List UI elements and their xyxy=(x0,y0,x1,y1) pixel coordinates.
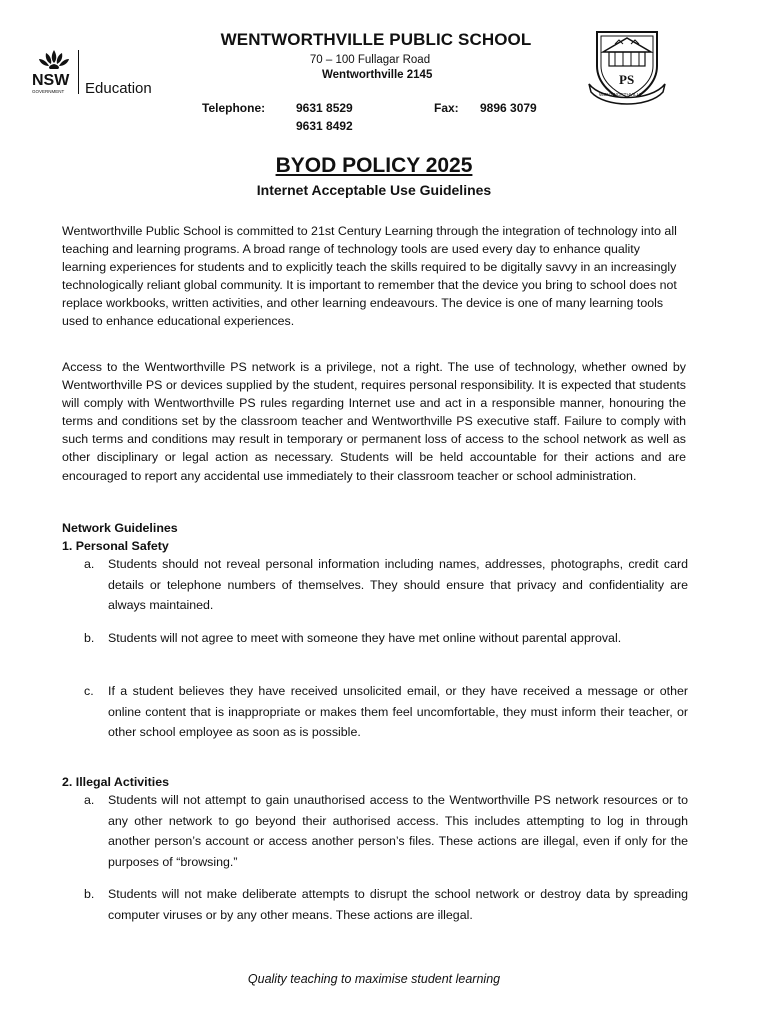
list-item-text: Students should not reveal personal information including names, addresses, photographs, credit card details or telephone numbers of themselves. They should ensure that privacy and confidentiality are always maintained. xyxy=(108,557,688,612)
list-marker: a. xyxy=(84,557,95,571)
nsw-government-text: GOVERNMENT xyxy=(32,89,65,94)
fax-label: Fax: xyxy=(434,101,459,115)
list-marker: c. xyxy=(84,684,94,698)
list-item-text: If a student believes they have received unsolicited email, or they have received a message or other online content that is inappropriate or makes them feel uncomfortable, they must inform their teacher, or other school employee as soon as is possible. xyxy=(108,684,688,739)
telephone-number-1: 9631 8529 xyxy=(296,101,353,115)
illegal-activities-heading: 2. Illegal Activities xyxy=(62,775,169,789)
telephone-number-2: 9631 8492 xyxy=(296,119,353,133)
list-item-text: Students will not agree to meet with someone they have met online without parental approval. xyxy=(108,631,622,645)
network-guidelines-heading: Network Guidelines xyxy=(62,521,178,535)
crest-motto: WENTWORTHVILLE xyxy=(599,92,643,97)
education-wordmark: Education xyxy=(85,80,152,97)
list-item xyxy=(84,628,688,649)
telephone-label: Telephone: xyxy=(202,101,266,115)
school-name: WENTWORTHVILLE PUBLIC SCHOOL xyxy=(220,30,532,49)
intro-paragraph: Wentworthville Public School is committed to 21st Century Learning through the integration of technology into all teaching and learning programs. A broad range of technology tools are used every day to enhance quality learning experiences for students and to explicitly teach the skills required to be digitally savvy in an increasingly technologically reliant global community. It is important to remember that the device you bring to school does not replace workbooks, written activities, and other learning endeavours. The device is one of many learning tools used to enhance educational experiences. xyxy=(62,224,677,329)
nsw-wordmark: NSW xyxy=(32,72,70,89)
list-item xyxy=(84,681,688,743)
school-crest xyxy=(585,22,669,108)
list-marker: a. xyxy=(84,793,95,807)
list-item xyxy=(84,790,688,872)
list-item xyxy=(84,554,688,616)
crest-icon xyxy=(585,22,669,108)
address-suburb: Wentworthville 2145 xyxy=(322,69,433,81)
list-item-text: Students will not make deliberate attempts to disrupt the school network or destroy data by spreading computer viruses or by any other means. These actions are illegal. xyxy=(108,887,688,922)
address-street: 70 – 100 Fullagar Road xyxy=(309,54,431,66)
personal-safety-heading: 1. Personal Safety xyxy=(62,539,169,553)
page-subtitle: Internet Acceptable Use Guidelines xyxy=(256,182,492,198)
list-item xyxy=(84,884,688,925)
list-marker: b. xyxy=(84,631,95,645)
access-paragraph: Access to the Wentworthville PS network is a privilege, not a right. The use of technology, whether owned by Wentworthville PS or devices supplied by the student, requires personal responsibility. It is expected that students will comply with Wentworthville PS rules regarding Internet use and act in a responsible manner, honouring the terms and conditions set by the classroom teacher and Wentworthville PS executive staff. Failure to comply with such terms and conditions may result in temporary or permanent loss of access to the school network as well as other disciplinary or legal action as necessary. Students will be held accountable for their actions and are encouraged to report any accidental use immediately to their classroom teacher or school administration. xyxy=(62,360,686,483)
fax-number: 9896 3079 xyxy=(480,101,537,115)
list-item-text: Students will not attempt to gain unauthorised access to the Wentworthville PS network resources or to any other network to go beyond their authorised access. This includes attempting to log in through another person’s account or access another person’s files. These actions are illegal, even if only for the purposes of “browsing.” xyxy=(108,793,688,869)
crest-initials: PS xyxy=(619,72,635,87)
list-marker: b. xyxy=(84,887,95,901)
page-title: BYOD POLICY 2025 xyxy=(275,154,473,177)
footer-tagline: Quality teaching to maximise student learning xyxy=(247,972,501,986)
